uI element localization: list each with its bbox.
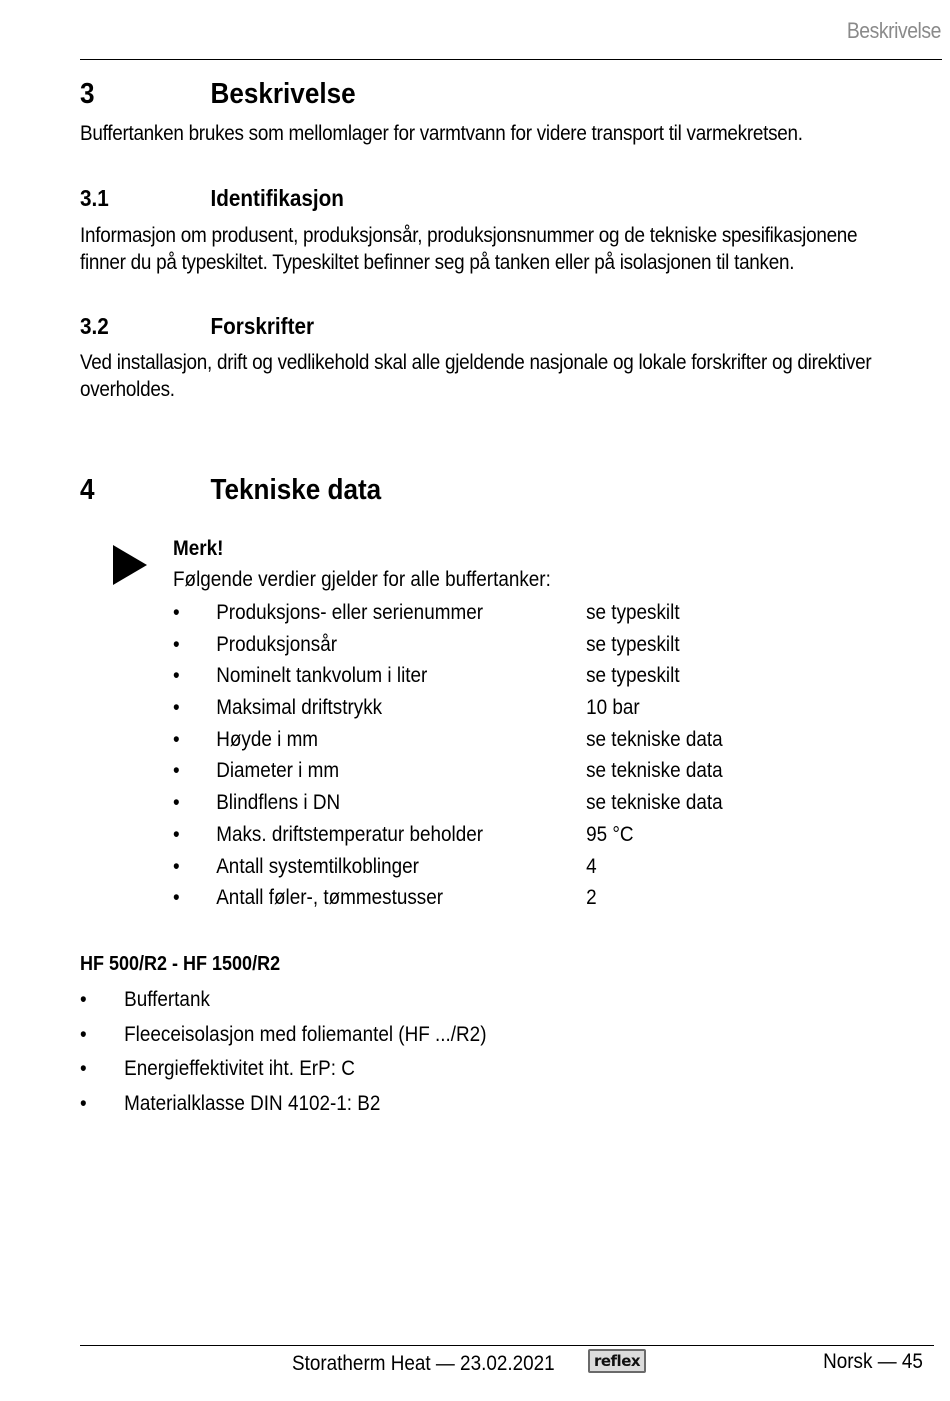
spec-label: Nominelt tankvolum i liter [216,664,428,688]
note-title: Merk! [173,537,224,560]
model-range-heading: HF 500/R2 - HF 1500/R2 [80,953,281,975]
model-feature-list [80,983,800,1121]
spec-row [173,724,821,756]
bullet: • [173,822,180,846]
footer-page-number: Norsk — 45 [823,1350,923,1373]
spec-row [173,629,821,661]
section-number: 3 [80,78,95,110]
bullet: • [173,886,180,910]
list-item-text: Energieffektivitet iht. ErP: C [124,1057,355,1080]
bullet: • [80,1057,87,1080]
bullet: • [173,854,180,878]
bullet: • [173,696,180,720]
list-item-text: Fleeceisolasjon med foliemantel (HF .../R2) [124,1022,487,1046]
section-number: 3.2 [80,313,109,339]
bullet: • [173,791,180,815]
spec-label: Produksjonsår [216,632,338,656]
spec-row [173,755,821,787]
section-title: Beskrivelse [210,78,356,110]
spec-row [173,882,821,914]
spec-list [173,597,821,914]
spec-value: se typeskilt [586,601,680,624]
spec-value: se tekniske data [586,727,723,751]
list-item-text: Buffertank [124,988,210,1011]
spec-row [173,597,821,629]
logo-text: reflex [593,1351,641,1370]
spec-label: Høyde i mm [216,727,319,751]
spec-row [173,819,821,851]
section-title: Identifikasjon [210,185,344,211]
list-item [80,1087,800,1122]
spec-value: se typeskilt [586,632,680,656]
spec-label: Blindflens i DN [216,791,341,815]
spec-row [173,787,821,819]
bullet: • [80,1022,87,1046]
section-3-1-text: Informasjon om produsent, produksjonsår, produksjonsnummer og de tekniske spesifikasjonene finner du på typeskiltet. Typeskiltet befinner seg på tanken eller på isolasjonen til tanken. [80,224,858,274]
bullet: • [173,601,180,624]
note-box [173,535,821,914]
spec-label: Maksimal driftstrykk [216,696,383,720]
section-3-text: Buffertanken brukes som mellomlager for varmtvann for videre transport til varmekretsen. [80,122,803,145]
bullet: • [173,727,180,751]
reflex-logo [588,1349,646,1373]
footer-document-info: Storatherm Heat — 23.02.2021 [292,1352,555,1375]
section-title: Tekniske data [210,474,382,506]
running-header: Beskrivelse [846,18,941,43]
spec-value: se tekniske data [586,791,723,815]
spec-value: se typeskilt [586,664,680,688]
section-title: Forskrifter [210,313,315,339]
section-number: 4 [80,474,95,506]
spec-label: Antall systemtilkoblinger [216,854,419,878]
header-divider [80,59,942,60]
list-item-text: Materialklasse DIN 4102-1: B2 [124,1091,381,1115]
bullet: • [173,759,180,783]
arrow-right-icon [113,545,147,585]
spec-value: 10 bar [586,696,640,720]
spec-label: Antall føler-, tømmestusser [216,886,444,910]
list-item [80,1052,800,1087]
note-intro: Følgende verdier gjelder for alle buffertanker: [173,568,551,591]
section-3-2-text: Ved installasjon, drift og vedlikehold skal alle gjeldende nasjonale og lokale forskrifter og direktiver overholdes. [80,351,872,401]
spec-label: Maks. driftstemperatur beholder [216,822,484,846]
list-item [80,983,800,1018]
bullet: • [173,632,180,656]
spec-value: 95 °C [586,822,634,846]
list-item [80,1018,800,1053]
spec-value: 4 [586,854,597,878]
bullet: • [80,1091,87,1115]
spec-row [173,660,821,692]
section-number: 3.1 [80,185,109,211]
spec-label: Diameter i mm [216,759,340,783]
spec-value: 2 [586,886,597,910]
footer-divider [80,1345,934,1346]
bullet: • [173,664,180,688]
spec-label: Produksjons- eller serienummer [216,601,484,624]
spec-row [173,692,821,724]
spec-row [173,851,821,883]
bullet: • [80,988,87,1011]
spec-value: se tekniske data [586,759,723,783]
